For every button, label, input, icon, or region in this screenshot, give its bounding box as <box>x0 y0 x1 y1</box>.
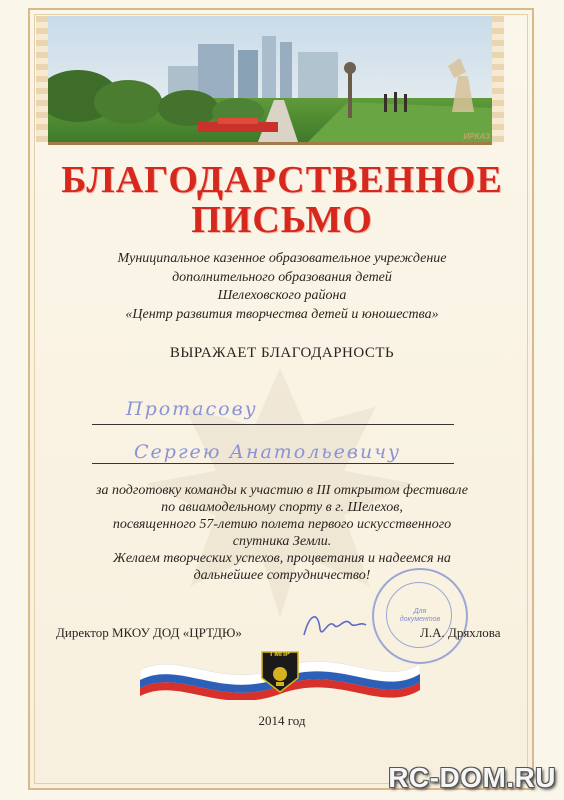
emblem-label: ГМПР <box>270 651 290 658</box>
organization-line: Шелеховского района <box>217 288 347 303</box>
organization-line: дополнительного образования детей <box>172 269 392 285</box>
body-line: дальнейшее сотрудничество! <box>193 568 371 583</box>
body-line: посвященного 57-летию полета первого искусственного <box>112 517 452 532</box>
given-names-line <box>92 463 454 464</box>
signature-position: Директор МКОУ ДОД «ЦРТДЮ» <box>56 625 242 640</box>
company-logo-text: ИРКАЗ <box>463 132 490 141</box>
body-line: Желаем творческих успехов, процветания и надеемся на <box>113 551 451 566</box>
organization-line: Муниципальное казенное образовательное учреждение <box>117 251 447 266</box>
issue-year: 2014 год <box>258 713 306 728</box>
title-line-2: ПИСЬМО <box>191 199 373 241</box>
stamp-text-line: Для <box>413 608 427 615</box>
body-line: спутника Земли. <box>232 534 332 549</box>
right-ornament <box>492 16 504 142</box>
factory-park-photo <box>48 16 492 142</box>
body-line: по авиамодельному спорту в г. Шелехов, <box>161 500 403 515</box>
signature-name: Л.А. Дряхлова <box>420 625 501 640</box>
handwritten-signature-icon <box>300 605 370 645</box>
stamp-text <box>384 608 456 624</box>
stamp-text-line: документов <box>399 616 441 623</box>
surname-line <box>92 424 454 425</box>
thanks-heading: ВЫРАЖАЕТ БЛАГОДАРНОСТЬ <box>169 345 395 361</box>
left-ornament <box>36 16 48 142</box>
site-watermark: RC-DOM.RU <box>388 762 556 793</box>
organization-line: «Центр развития творчества детей и юношества» <box>125 306 439 322</box>
title-line-1: БЛАГОДАРСТВЕННОЕ <box>61 159 503 201</box>
organization-block <box>60 250 504 324</box>
recipient-surname: Протасову <box>126 398 258 420</box>
header-photo <box>48 16 492 145</box>
body-line: за подготовку команды к участию в III открытом фестивале <box>96 483 468 498</box>
recipient-given-names: Сергею Анатольевичу <box>134 441 402 463</box>
